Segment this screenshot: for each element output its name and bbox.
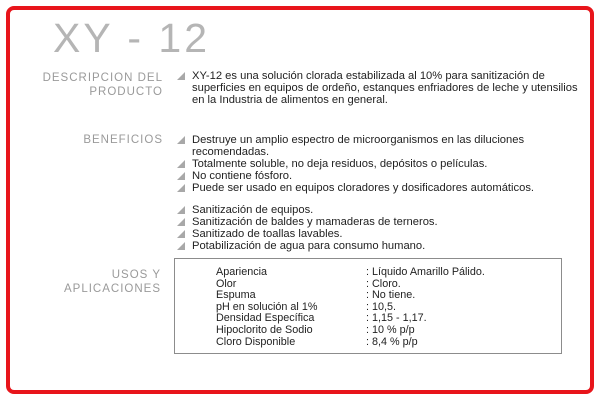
spec-key: Hipoclorito de Sodio	[216, 323, 313, 336]
list-item	[177, 170, 557, 182]
list-item-text: No contiene fósforo.	[192, 170, 293, 182]
triangle-bullet-icon	[177, 184, 185, 192]
list-item	[177, 134, 557, 158]
list-item-text: Puede ser usado en equipos cloradores y dosificadores automáticos.	[192, 182, 535, 194]
section-label-description	[3, 71, 163, 99]
table-row	[216, 325, 485, 337]
section-label-uses	[1, 268, 161, 296]
spec-key: Cloro Disponible	[216, 335, 296, 348]
list-item	[177, 240, 557, 252]
list-item	[177, 70, 587, 106]
spec-value: : 10,5.	[366, 300, 397, 313]
spec-key: Apariencia	[216, 266, 268, 278]
label-line: PRODUCTO	[89, 86, 163, 98]
list-item-text: Totalmente soluble, no deja residuos, depósitos o películas.	[192, 158, 488, 170]
table-row	[216, 337, 485, 349]
spec-key: Olor	[216, 277, 237, 290]
list-item	[177, 204, 557, 216]
list-item	[177, 216, 557, 228]
product-title: XY - 12	[53, 15, 210, 61]
triangle-bullet-icon	[177, 172, 185, 180]
table-row	[216, 279, 485, 291]
table-row	[216, 267, 485, 279]
label-line: USOS Y	[111, 269, 161, 281]
list-item-text: Sanitización de baldes y mamaderas de terneros.	[192, 216, 438, 228]
label-line: APLICACIONES	[64, 283, 161, 295]
section-label-benefits	[3, 133, 163, 147]
triangle-bullet-icon	[177, 218, 185, 226]
list-item-text: Sanitización de equipos.	[192, 204, 314, 216]
list-item-text: XY-12 es una solución clorada estabilizada al 10% para sanitización de superficies en equipos de ordeño, estanques enfriadores de leche y utensilios en la Industria de alimentos en general.	[192, 70, 578, 106]
spec-value: : 8,4 % p/p	[366, 335, 418, 348]
spec-table-box	[174, 258, 562, 354]
list-item	[177, 228, 557, 240]
spec-key: Densidad Específica	[216, 312, 315, 325]
applications-list	[177, 204, 557, 252]
list-item-text: Destruye un amplio espectro de microorganismos en las diluciones recomendadas.	[192, 134, 525, 158]
list-item-text: Sanitizado de toallas lavables.	[192, 228, 343, 240]
spec-value: : 1,15 - 1,17.	[366, 312, 427, 325]
description-list	[177, 70, 587, 106]
triangle-bullet-icon	[177, 72, 185, 80]
spec-value: : No tiene.	[366, 289, 416, 302]
label-line: DESCRIPCION DEL	[42, 72, 163, 84]
list-item	[177, 182, 557, 194]
label-line: BENEFICIOS	[83, 134, 163, 146]
triangle-bullet-icon	[177, 160, 185, 168]
list-item	[177, 158, 557, 170]
triangle-bullet-icon	[177, 242, 185, 250]
spec-value: : 10 % p/p	[366, 323, 415, 336]
spec-key: pH en solución al 1%	[216, 300, 318, 313]
triangle-bullet-icon	[177, 230, 185, 238]
spec-value: : Líquido Amarillo Pálido.	[366, 266, 485, 278]
spec-key: Espuma	[216, 289, 256, 302]
triangle-bullet-icon	[177, 136, 185, 144]
triangle-bullet-icon	[177, 206, 185, 214]
list-item-text: Potabilización de agua para consumo humano.	[192, 240, 426, 252]
spec-table	[216, 267, 485, 348]
spec-value: : Cloro.	[366, 277, 401, 290]
benefits-list	[177, 134, 557, 194]
